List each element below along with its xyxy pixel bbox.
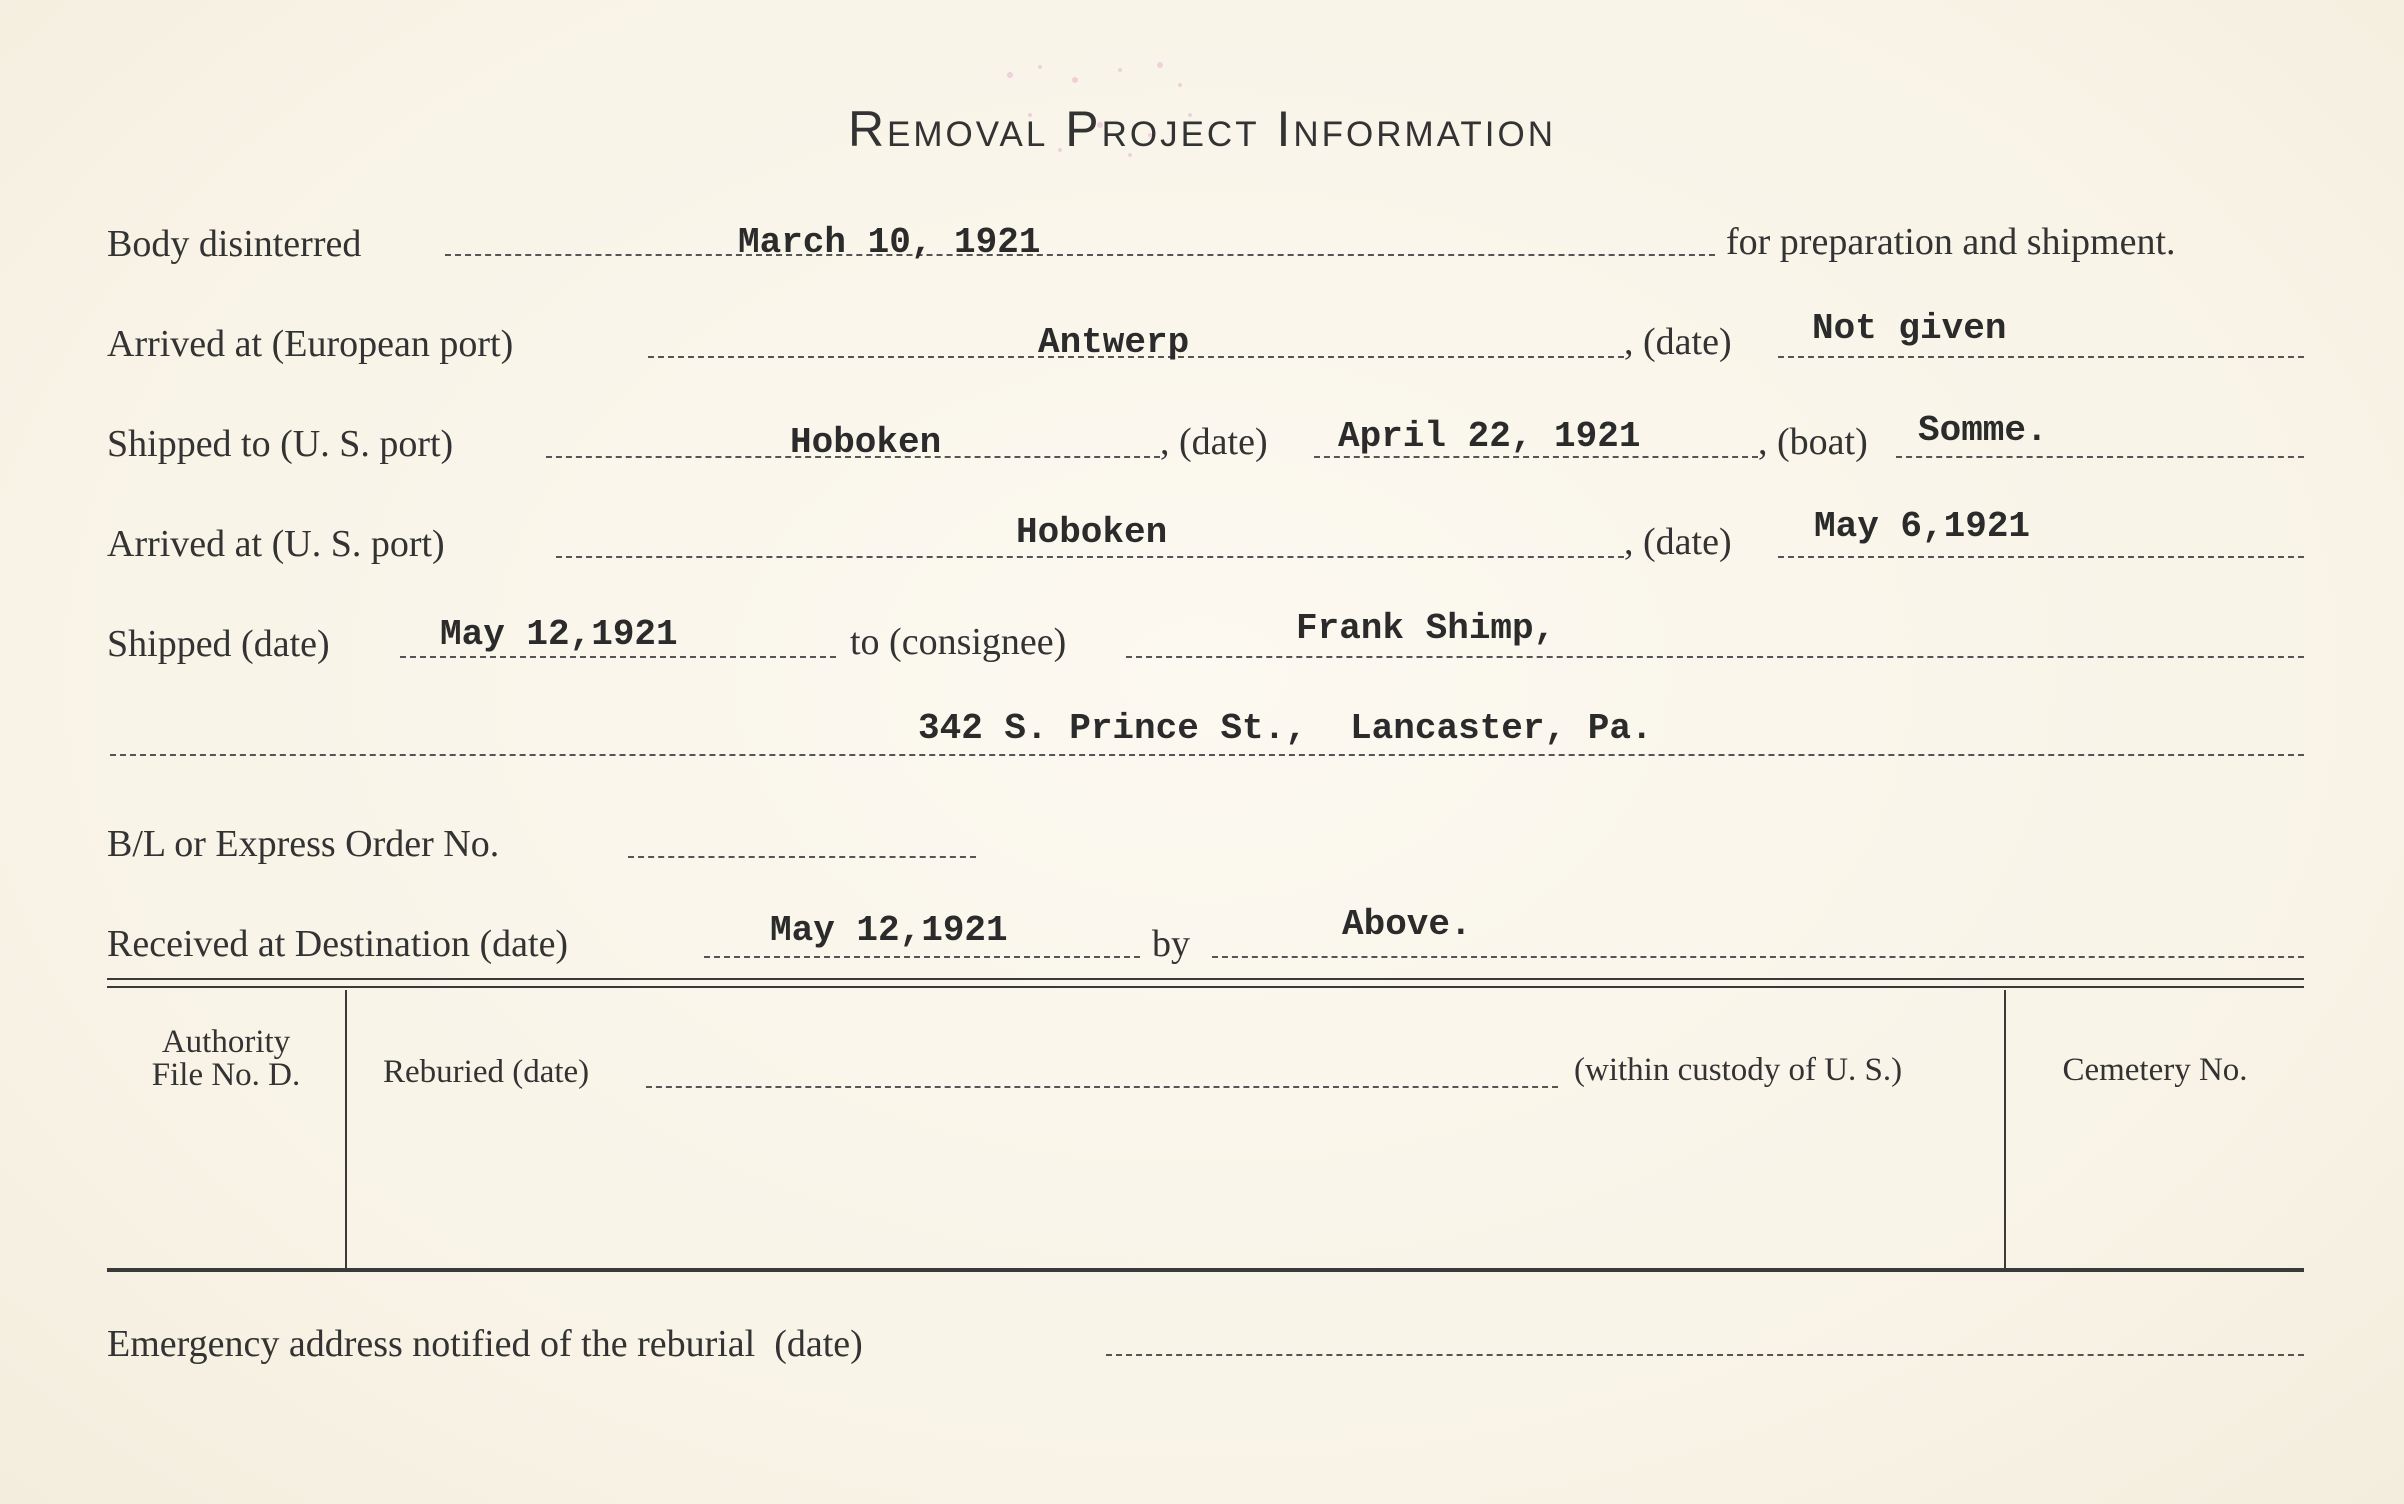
table-top-border bbox=[107, 978, 2304, 980]
body-disinterred-line bbox=[445, 254, 1715, 256]
arrived-us-date-label: , (date) bbox=[1624, 521, 1732, 563]
table-top-border-inner bbox=[107, 986, 2304, 988]
received-line bbox=[704, 956, 1140, 958]
shipped-us-value: Hoboken bbox=[790, 422, 942, 463]
reburied-label: Reburied (date) bbox=[383, 1054, 590, 1090]
arrived-us-date-value: May 6,1921 bbox=[1814, 506, 2031, 547]
address-value: 342 S. Prince St., Lancaster, Pa. bbox=[918, 708, 1653, 749]
table-bottom-border bbox=[107, 1268, 2304, 1272]
body-disinterred-suffix: for preparation and shipment. bbox=[1726, 221, 2176, 263]
custody-label: (within custody of U. S.) bbox=[1574, 1052, 1903, 1088]
arrived-european-label: Arrived at (European port) bbox=[107, 323, 514, 365]
arrived-european-date-line bbox=[1778, 356, 2304, 358]
arrived-us-value: Hoboken bbox=[1016, 512, 1168, 553]
emergency-line bbox=[1106, 1354, 2304, 1356]
shipped-date-line bbox=[400, 656, 836, 658]
consignee-label: to (consignee) bbox=[850, 621, 1067, 663]
received-value: May 12,1921 bbox=[770, 910, 1008, 951]
card-title: Removal Project Information bbox=[847, 101, 1557, 157]
arrived-us-line bbox=[556, 556, 1624, 558]
authority-label-2: File No. D. bbox=[151, 1057, 301, 1093]
received-by-line bbox=[1212, 956, 2304, 958]
shipped-us-label: Shipped to (U. S. port) bbox=[107, 423, 454, 465]
received-by-label: by bbox=[1152, 923, 1190, 965]
reburied-line bbox=[646, 1086, 1558, 1088]
arrived-european-date-label: , (date) bbox=[1624, 321, 1732, 363]
table-divider-right bbox=[2004, 990, 2006, 1268]
consignee-line bbox=[1126, 656, 2304, 658]
shipped-date-label: Shipped (date) bbox=[107, 623, 330, 665]
shipped-us-boat-label: , (boat) bbox=[1758, 421, 1868, 463]
table-divider-left bbox=[345, 990, 347, 1268]
bl-order-label: B/L or Express Order No. bbox=[107, 823, 500, 865]
emergency-label: Emergency address notified of the reburial (date) bbox=[107, 1323, 863, 1365]
body-disinterred-value: March 10, 1921 bbox=[738, 222, 1041, 263]
received-by-value: Above. bbox=[1342, 904, 1472, 945]
authority-label-1: Authority bbox=[161, 1024, 291, 1060]
arrived-us-label: Arrived at (U. S. port) bbox=[107, 523, 445, 565]
shipped-us-date-value: April 22, 1921 bbox=[1338, 416, 1641, 457]
shipped-us-date-label: , (date) bbox=[1160, 421, 1268, 463]
received-label: Received at Destination (date) bbox=[107, 923, 569, 965]
shipped-us-boat-line bbox=[1896, 456, 2304, 458]
shipped-date-value: May 12,1921 bbox=[440, 614, 678, 655]
arrived-us-date-line bbox=[1778, 556, 2304, 558]
body-disinterred-label: Body disinterred bbox=[107, 223, 362, 265]
arrived-european-value: Antwerp bbox=[1038, 322, 1190, 363]
address-line bbox=[110, 754, 2304, 756]
shipped-us-boat-value: Somme. bbox=[1918, 410, 2048, 451]
consignee-value: Frank Shimp, bbox=[1296, 608, 1556, 649]
bl-order-line bbox=[628, 856, 976, 858]
cemetery-label: Cemetery No. bbox=[2062, 1052, 2248, 1088]
arrived-european-date-value: Not given bbox=[1812, 308, 2007, 349]
